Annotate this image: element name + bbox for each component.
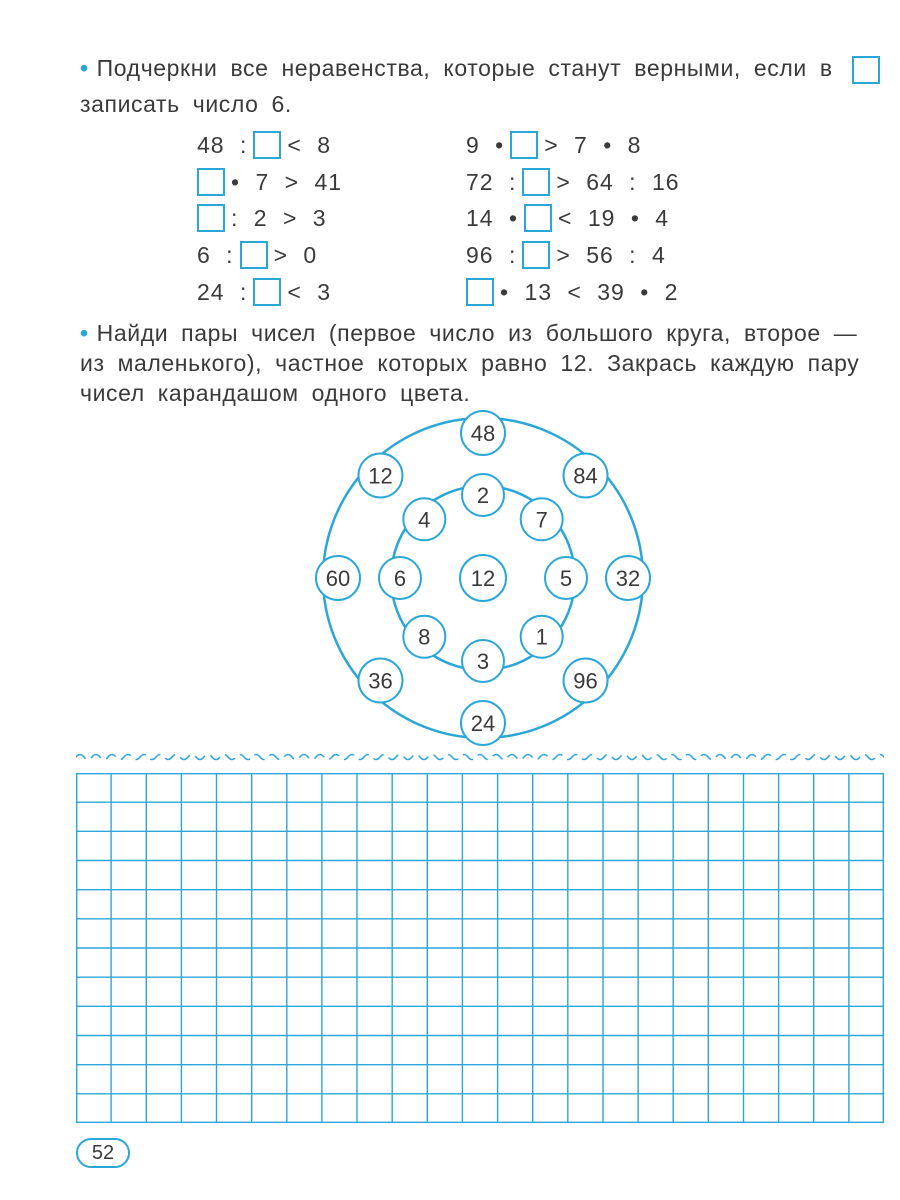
writing-grid[interactable] xyxy=(76,773,884,1123)
ineq-part: : 2 > 3 xyxy=(231,204,327,231)
outer-number-label: 96 xyxy=(573,668,598,694)
ineq-part: 9 • xyxy=(466,131,505,158)
decorative-wavy-line xyxy=(76,750,884,764)
inner-number-label: 3 xyxy=(476,649,490,674)
task-1-text-after: записать число 6. xyxy=(80,91,292,117)
outer-number-label: 48 xyxy=(470,421,496,446)
ineq-part: > 64 : 16 xyxy=(556,168,680,195)
page-number: 52 xyxy=(76,1138,130,1168)
ineq-part: > 7 • 8 xyxy=(544,131,642,158)
bullet-icon: • xyxy=(80,55,89,81)
ineq-part: > 0 xyxy=(273,241,318,268)
inner-number-label: 5 xyxy=(559,566,573,591)
inner-number-label: 8 xyxy=(418,624,431,650)
outer-number-label: 24 xyxy=(470,711,496,736)
outer-number-label: 36 xyxy=(368,668,393,694)
ineq-part: 14 • xyxy=(466,204,519,231)
ineq-part: • 7 > 41 xyxy=(231,168,343,195)
ineq-part: < 3 xyxy=(287,278,331,305)
center-number-label: 12 xyxy=(470,566,496,591)
ineq-part: < 8 xyxy=(287,131,331,158)
outer-number-label: 84 xyxy=(573,463,598,489)
ineq-part: 6 : xyxy=(197,241,234,268)
ineq-part: < 19 • 4 xyxy=(558,204,670,231)
ineq-part: 24 : xyxy=(197,278,248,305)
ineq-part: • 13 < 39 • 2 xyxy=(500,278,679,305)
outer-number-label: 60 xyxy=(325,566,351,591)
ineq-part: 72 : xyxy=(466,168,517,195)
ineq-part: 96 : xyxy=(466,241,517,268)
inner-number-label: 2 xyxy=(476,483,490,508)
outer-number-label: 12 xyxy=(368,463,393,489)
inner-number-label: 4 xyxy=(418,507,431,533)
task-2-text: Найди пары чисел (первое число из большого круга, второе — из маленького), частное которых равно 12. Закрась каждую пару чисел карандашом одного цвета. xyxy=(80,320,860,406)
inner-number-label: 6 xyxy=(393,566,407,591)
inner-number-label: 1 xyxy=(535,624,548,650)
task-1-text-before: Подчеркни все неравенства, которые станут верными, если в xyxy=(96,55,833,81)
outer-number-label: 32 xyxy=(615,566,641,591)
ineq-part: > 56 : 4 xyxy=(556,241,666,268)
inner-number-label: 7 xyxy=(535,507,548,533)
bullet-icon: • xyxy=(80,320,89,346)
ineq-part: 48 : xyxy=(197,131,248,158)
